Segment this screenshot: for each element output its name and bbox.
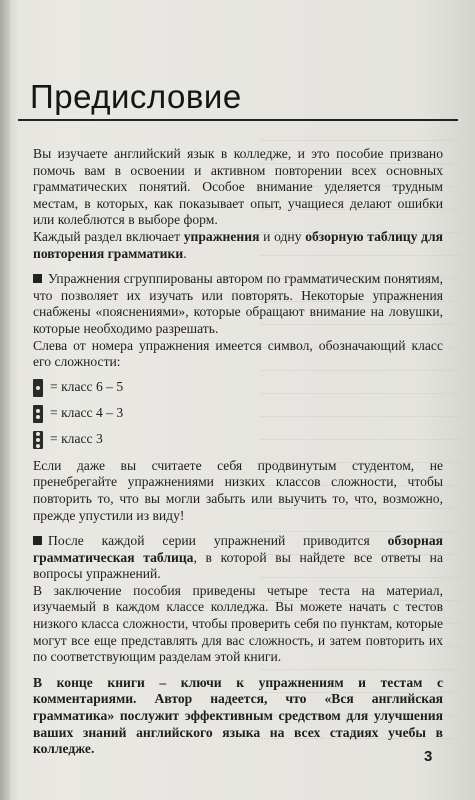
- level-label: = класс 6 – 5: [50, 379, 124, 395]
- level-item-1: [33, 379, 443, 397]
- page-number: 3: [424, 748, 433, 765]
- paragraph-keys: В конце книги – ключи к упражнениям и тестам с комментариями. Автор надеется, что «Вся английская грамматика» послужит эффективным средством для улучшения ваших знаний английского языка на всех стадиях учебы в колледже.: [33, 674, 443, 757]
- page-title: Предисловие: [30, 78, 242, 115]
- difficulty-three-dots-icon: [33, 431, 43, 449]
- difficulty-two-dots-icon: [33, 405, 43, 423]
- bullet-square-icon: [33, 536, 42, 545]
- difficulty-one-dot-icon: [33, 379, 43, 397]
- level-item-2: [33, 405, 443, 423]
- paragraph-tests: В заключение пособия приведены четыре теста на материал, изучаемый в каждом классе колледжа. Вы можете начать с тестов низкого класса сложности, чтобы проверить себя по пунктам, которые могут все еще представлять для вас сложность, и затем повторить их по соответствующим разделам этой книги.: [33, 582, 443, 665]
- paragraph-symbol: Слева от номера упражнения имеется символ, обозначающий класс его сложности:: [33, 337, 443, 370]
- level-item-3: [33, 431, 443, 449]
- paragraph-exercises: Упражнения сгруппированы автором по грамматическим понятиям, что позволяет их изучать или повторять. Некоторые упражнения снабжены «пояснениями», которые обращают внимание на ловушки, которые необходимо разрешать.: [33, 271, 443, 336]
- preface-body: [33, 146, 443, 758]
- page-spine-shadow: [0, 0, 10, 800]
- title-underline: [18, 119, 458, 121]
- paragraph-advanced: Если даже вы считаете себя продвинутым студентом, не пренебрегайте упражнениями низких классов сложности, чтобы повторить то, что вы могли забыть или выучить то, что, возможно, прежде упустили из виду!: [33, 457, 443, 523]
- paragraph-sections: Каждый раздел включает упражнения и одну обзорную таблицу для повторения грамматики.: [33, 228, 443, 261]
- bullet-square-icon: [33, 274, 42, 283]
- level-label: = класс 3: [50, 431, 103, 447]
- paragraph-intro: Вы изучаете английский язык в колледже, и это пособие призвано помочь вам в освоении и активном повторении всех основных грамматических понятий. Особое внимание уделяется трудным местам, в которых, как показывает опыт, учащиеся делают ошибки или колеблются в выборе форм.: [33, 146, 443, 228]
- paragraph-tables: После каждой серии упражнений приводится обзорная грамматическая таблица, в которой вы найдете все ответы на вопросы упражнений.: [33, 533, 443, 582]
- level-label: = класс 4 – 3: [50, 405, 124, 421]
